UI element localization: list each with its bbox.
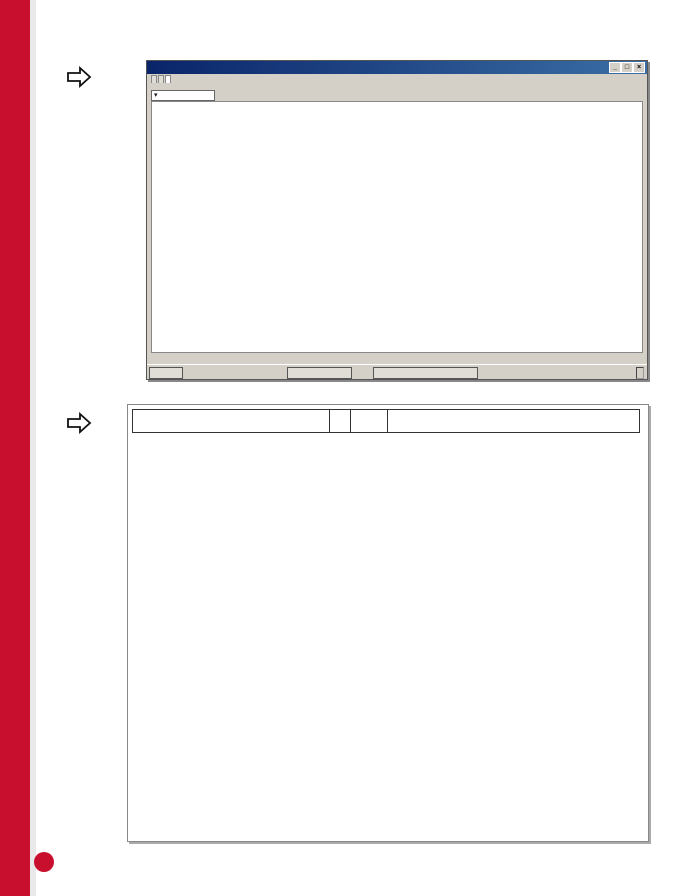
analysis-table (132, 409, 640, 433)
taskbar-clock (636, 367, 644, 379)
pedigree-tree-canvas (151, 101, 643, 353)
left-band-stripe (30, 0, 36, 896)
header-n (330, 410, 351, 433)
tab-table[interactable] (151, 75, 157, 83)
tab-pedigree[interactable] (165, 75, 171, 83)
left-red-band (0, 0, 30, 896)
header-numbers-spacer (388, 421, 640, 433)
header-name (133, 410, 330, 433)
minimize-icon[interactable]: _ (609, 62, 621, 73)
start-button[interactable] (149, 367, 183, 379)
header-numbers (388, 410, 640, 422)
animal-select[interactable]: ▾ (151, 90, 215, 101)
maximize-icon[interactable]: □ (621, 62, 633, 73)
page-number (34, 852, 54, 872)
taskbar (147, 364, 647, 379)
window-titlebar (147, 61, 647, 74)
task-breeder[interactable] (287, 367, 352, 379)
window-tabs (147, 74, 647, 87)
pedigree-window (146, 60, 648, 380)
close-icon[interactable]: × (633, 62, 645, 73)
task-report[interactable] (373, 367, 478, 379)
header-avg (351, 410, 388, 433)
arrow-right-icon (66, 412, 92, 434)
analysis-table-frame (127, 404, 649, 842)
tab-descendants[interactable] (158, 75, 164, 83)
pedigree-tree (152, 102, 642, 352)
arrow-right-icon (66, 66, 92, 88)
